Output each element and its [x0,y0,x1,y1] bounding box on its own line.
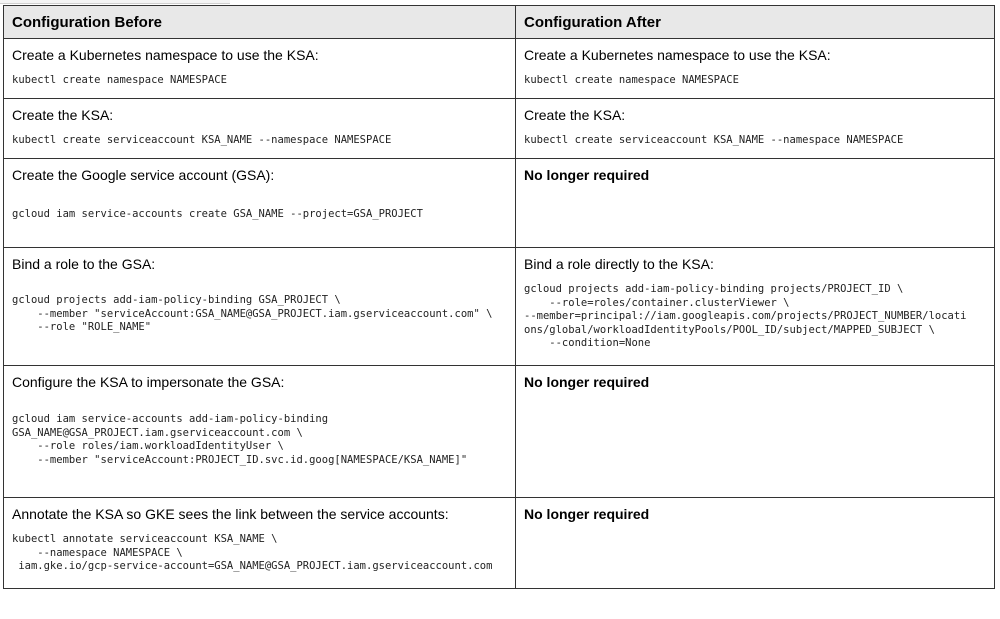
no-longer-required-label: No longer required [524,167,650,183]
after-cell [516,99,995,159]
code-snippet: gcloud projects add-iam-policy-binding projects/PROJECT_ID \ --role=roles/container.clusterViewer \ --member=principal://iam.googleapis.com/projects/PROJECT_NUMBER/locati ons/global/workloadIdentityPools/POOL_ID/subject/MAPPED_SUBJECT \ --condition=None [524,283,967,349]
code-snippet: gcloud iam service-accounts create GSA_NAME --project=GSA_PROJECT [12,208,423,220]
step-label: Create the KSA: [524,107,626,123]
table-row [4,366,995,498]
code-snippet: kubectl create serviceaccount KSA_NAME --namespace NAMESPACE [524,134,904,146]
table-row [4,99,995,159]
code-snippet: kubectl create namespace NAMESPACE [12,74,227,86]
step-label: Create the Google service account (GSA): [12,167,275,183]
before-cell [4,159,516,248]
code-snippet: gcloud iam service-accounts add-iam-policy-binding GSA_NAME@GSA_PROJECT.iam.gserviceaccount.com \ --role roles/iam.workloadIdentityUser \ --member "serviceAccount:PROJECT_ID.svc.id.goog[NAMESPACE/KSA_NAME]" [12,413,468,466]
code-snippet: kubectl annotate serviceaccount KSA_NAME \ --namespace NAMESPACE \ iam.gke.io/gcp-service-account=GSA_NAME@GSA_PROJECT.iam.gserviceaccount.com [12,533,493,572]
code-snippet: gcloud projects add-iam-policy-binding GSA_PROJECT \ --member "serviceAccount:GSA_NAME@GSA_PROJECT.iam.gserviceaccount.com" \ --role "ROLE_NAME" [12,294,493,333]
table-row [4,248,995,366]
before-cell [4,366,516,498]
step-label: Bind a role to the GSA: [12,256,156,272]
code-snippet: kubectl create namespace NAMESPACE [524,74,739,86]
step-label: Annotate the KSA so GKE sees the link between the service accounts: [12,506,449,522]
configuration-comparison-table [3,5,995,589]
header-after: Configuration After [516,6,995,39]
after-cell [516,39,995,99]
after-cell [516,498,995,589]
after-cell [516,366,995,498]
top-fragment [0,0,230,4]
after-cell [516,248,995,366]
after-cell [516,159,995,248]
table-row [4,39,995,99]
step-label: Create a Kubernetes namespace to use the KSA: [12,47,319,63]
step-label: Create a Kubernetes namespace to use the KSA: [524,47,831,63]
header-row [4,6,995,39]
before-cell [4,248,516,366]
before-cell [4,498,516,589]
table-row [4,159,995,248]
step-label: Bind a role directly to the KSA: [524,256,714,272]
code-snippet: kubectl create serviceaccount KSA_NAME --namespace NAMESPACE [12,134,392,146]
before-cell [4,39,516,99]
header-before: Configuration Before [4,6,516,39]
step-label: Create the KSA: [12,107,114,123]
no-longer-required-label: No longer required [524,374,650,390]
step-label: Configure the KSA to impersonate the GSA: [12,374,285,390]
table-row [4,498,995,589]
before-cell [4,99,516,159]
no-longer-required-label: No longer required [524,506,650,522]
